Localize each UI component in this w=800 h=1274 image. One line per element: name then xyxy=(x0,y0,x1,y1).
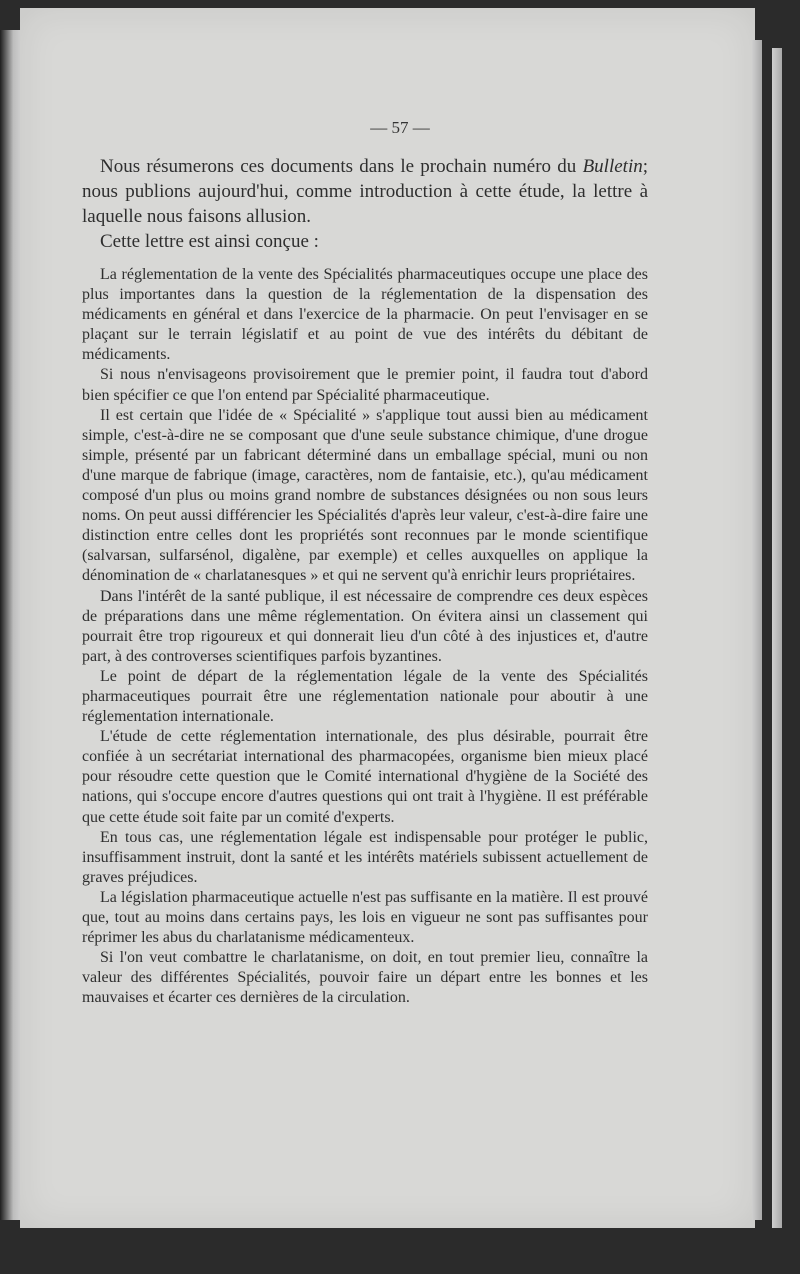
right-page-edge xyxy=(752,40,762,1220)
letter-paragraph: Il est certain que l'idée de « Spécialité » s'applique tout aussi bien au médicament simple, c'est-à-dire ne se composant que d'une seule substance chimique, d'une drogue simple, présenté par un fabricant déterminé dans un emballage spécial, muni ou non d'une marque de fabrique (image, caractères, nom de fantaisie, etc.), qu'au médicament composé d'un plus ou moins grand nombre de substances désignées ou non sous leurs noms. On peut aussi différencier les Spécialités d'après leur valeur, c'est-à-dire faire une distinction entre celles dont les propriétés sont reconnues par le monde scientifique (salvarsan, sulfarsénol, digalène, par exemple) et celles auxquelles on applique la dénomination de « charlatanesques » et qui ne servent qu'à enrichir leurs propriétaires. xyxy=(82,406,648,585)
letter-paragraph: L'étude de cette réglementation internationale, des plus désirable, pourrait être confiée à un secrétariat international des pharmacopées, organisme bien mieux placé pour résoudre cette question que le Comité international d'hygiène de la Société des nations, qui s'occupe encore d'autres questions qui ont trait à l'hygiène. Il est préférable que cette étude soit faite par un comité d'experts. xyxy=(82,728,648,826)
letter-paragraph: Si nous n'envisageons provisoirement que le premier point, il faudra tout d'abord bien spécifier ce que l'on entend par Spécialité pharmaceutique. xyxy=(82,366,648,404)
intro-paragraph-1 xyxy=(82,154,648,229)
letter-paragraph: La réglementation de la vente des Spécialités pharmaceutiques occupe une place des plus importantes dans la question de la réglementation de la dispensation des médicaments en général et dans l'exercice de la pharmacie. On peut l'envisager en se plaçant sur le terrain législatif et au point de vue des intérêts du débitant de médicaments. xyxy=(82,266,648,364)
intro-text xyxy=(82,154,648,254)
letter-paragraph: La législation pharmaceutique actuelle n'est pas suffisante en la matière. Il est prouvé que, tout au moins dans certains pays, les lois en vigueur ne sont pas suffisantes pour réprimer les abus du charlatanisme médicamenteux. xyxy=(82,888,648,947)
left-page-edge xyxy=(0,30,22,1220)
letter-paragraph: En tous cas, une réglementation légale est indispensable pour protéger le public, insuffisamment instruit, dont la santé et les intérêts matériels subissent actuellement de graves préjudices. xyxy=(82,828,648,886)
bulletin-title: Bulletin xyxy=(582,156,643,177)
letter-paragraph: Dans l'intérêt de la santé publique, il est nécessaire de comprendre ces deux espèces de préparations dans une même réglementation. On évitera ainsi un classement qui pourrait être trop rigoureux et qui donnerait lieu d'un côté à des injustices et, d'autre part, à des controverses scientifiques parfois byzantines. xyxy=(82,587,648,665)
intro-text-end: ; nous publions aujourd'hui, comme introduction à cette étude, la lettre à laquelle nous faisons allusion. xyxy=(82,156,648,227)
letter-paragraph: Le point de départ de la réglementation légale de la vente des Spécialités pharmaceutiques pourrait être une réglementation nationale pour aboutir à une réglementation internationale. xyxy=(82,667,648,726)
page-number: — 57 — xyxy=(370,118,430,137)
intro-text-start: Nous résumerons ces documents dans le prochain numéro du xyxy=(100,156,577,177)
intro-paragraph-2: Cette lettre est ainsi conçue : xyxy=(100,231,319,252)
letter-body xyxy=(82,265,648,1008)
letter-paragraph: Si l'on veut combattre le charlatanisme, on doit, en tout premier lieu, connaître la valeur des différentes Spécialités, pouvoir faire un départ entre les bonnes et les mauvaises et écarter ces dernières de la circulation. xyxy=(82,949,648,1007)
